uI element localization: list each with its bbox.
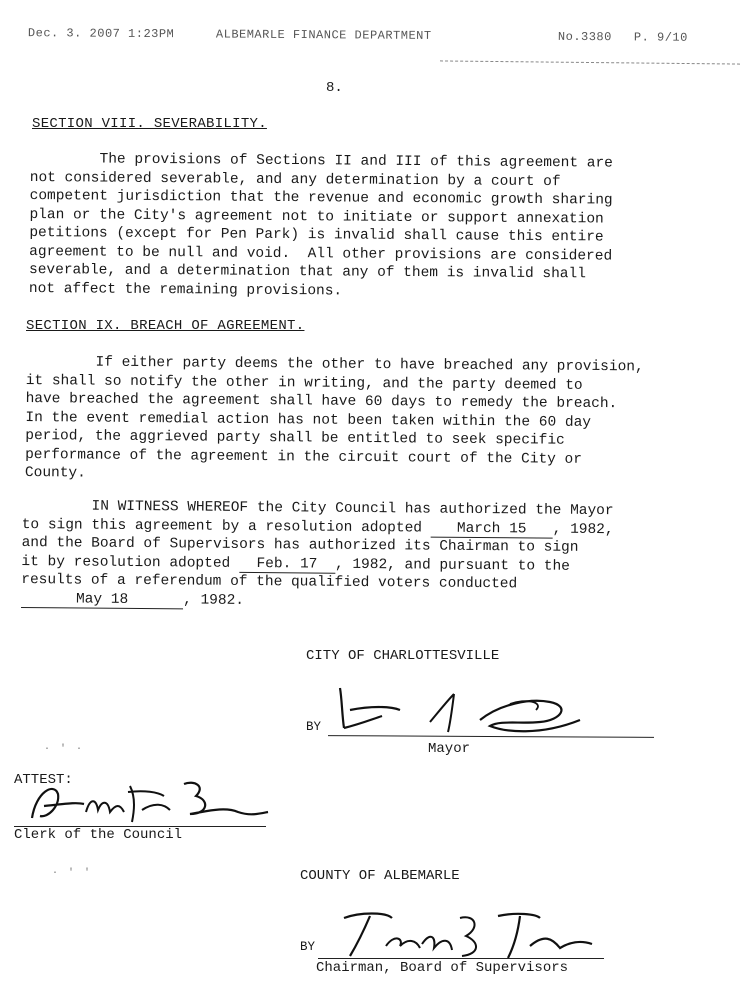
scan-specks-2: · ' ' bbox=[52, 868, 93, 879]
county-by-label: BY bbox=[300, 940, 316, 954]
fax-number: No.3380 bbox=[557, 29, 612, 45]
section-8-heading: SECTION VIII. SEVERABILITY. bbox=[32, 116, 267, 132]
section-9-line: it shall so notify the other in writing, and the party deemed to bbox=[25, 372, 583, 394]
section-9-heading: SECTION IX. BREACH OF AGREEMENT. bbox=[26, 318, 305, 334]
mayor-signature bbox=[330, 680, 590, 740]
section-8-line: The provisions of Sections II and III of this agreement are bbox=[29, 150, 613, 172]
attest-label: ATTEST: bbox=[14, 772, 73, 788]
witness-line-1: IN WITNESS WHEREOF the City Council has authorized the Mayor bbox=[21, 497, 614, 520]
city-title: CITY OF CHARLOTTESVILLE bbox=[306, 648, 500, 664]
chairman-signature-line bbox=[318, 958, 604, 959]
county-title: COUNTY OF ALBEMARLE bbox=[300, 868, 460, 884]
page-number: 8. bbox=[326, 80, 343, 96]
witness-line-5: results of a referendum of the qualified voters conducted bbox=[21, 571, 518, 593]
section-8-line: plan or the City's agreement not to initiate or support annexation bbox=[29, 206, 604, 228]
fax-department: ALBEMARLE FINANCE DEPARTMENT bbox=[215, 27, 432, 43]
fax-rule bbox=[440, 60, 740, 64]
witness-line-6-post: , 1982. bbox=[183, 591, 245, 609]
fax-date: Dec. 3. 2007 1:23PM bbox=[27, 26, 175, 42]
section-9-line: period, the aggrieved party shall be entitled to seek specific bbox=[25, 427, 565, 449]
witness-paragraph bbox=[21, 497, 614, 613]
section-8-line: not considered severable, and any determination by a court of bbox=[29, 169, 561, 190]
section-9-body bbox=[25, 353, 644, 488]
section-8-line: not affect the remaining provisions. bbox=[28, 280, 343, 299]
fax-header bbox=[6, 26, 706, 47]
fax-page: P. 9/10 bbox=[633, 30, 688, 45]
clerk-caption: Clerk of the Council bbox=[14, 827, 183, 843]
section-8-line: severable, and a determination that any of them is invalid shall bbox=[28, 261, 586, 283]
witness-line-4-pre: it by resolution adopted bbox=[21, 553, 240, 572]
section-9-line: performance of the agreement in the circuit court of the City or bbox=[25, 446, 583, 468]
section-8-line: petitions (except for Pen Park) is invalid shall cause this entire bbox=[29, 224, 604, 246]
witness-line-2-post: , 1982, bbox=[552, 521, 614, 538]
scan-specks: · ' · bbox=[44, 744, 85, 755]
council-resolution-date: March 15 bbox=[431, 520, 553, 538]
section-9-line: County. bbox=[24, 464, 86, 482]
referendum-date: May 18 bbox=[21, 590, 183, 608]
city-by-label: BY bbox=[306, 720, 322, 734]
witness-line-2-pre: to sign this agreement by a resolution adopted bbox=[21, 516, 431, 537]
chairman-signature bbox=[330, 908, 600, 964]
clerk-signature bbox=[24, 772, 274, 832]
section-9-line: If either party deems the other to have breached any provision, bbox=[25, 353, 644, 376]
witness-line-3: and the Board of Supervisors has authorized its Chairman to sign bbox=[21, 534, 579, 556]
section-9-line: have breached the agreement shall have 60 days to remedy the breach. bbox=[25, 390, 618, 413]
section-8-body bbox=[29, 150, 613, 303]
chairman-caption: Chairman, Board of Supervisors bbox=[316, 960, 569, 976]
board-resolution-date: Feb. 17 bbox=[239, 555, 335, 573]
section-9-line: In the event remedial action has not been taken within the 60 day bbox=[25, 409, 592, 431]
mayor-caption: Mayor bbox=[428, 741, 471, 757]
section-8-line: agreement to be null and void. All other provisions are considered bbox=[29, 243, 613, 265]
section-8-line: competent jurisdiction that the revenue and economic growth sharing bbox=[29, 187, 613, 209]
witness-line-4-post: , 1982, and pursuant to the bbox=[334, 556, 570, 575]
